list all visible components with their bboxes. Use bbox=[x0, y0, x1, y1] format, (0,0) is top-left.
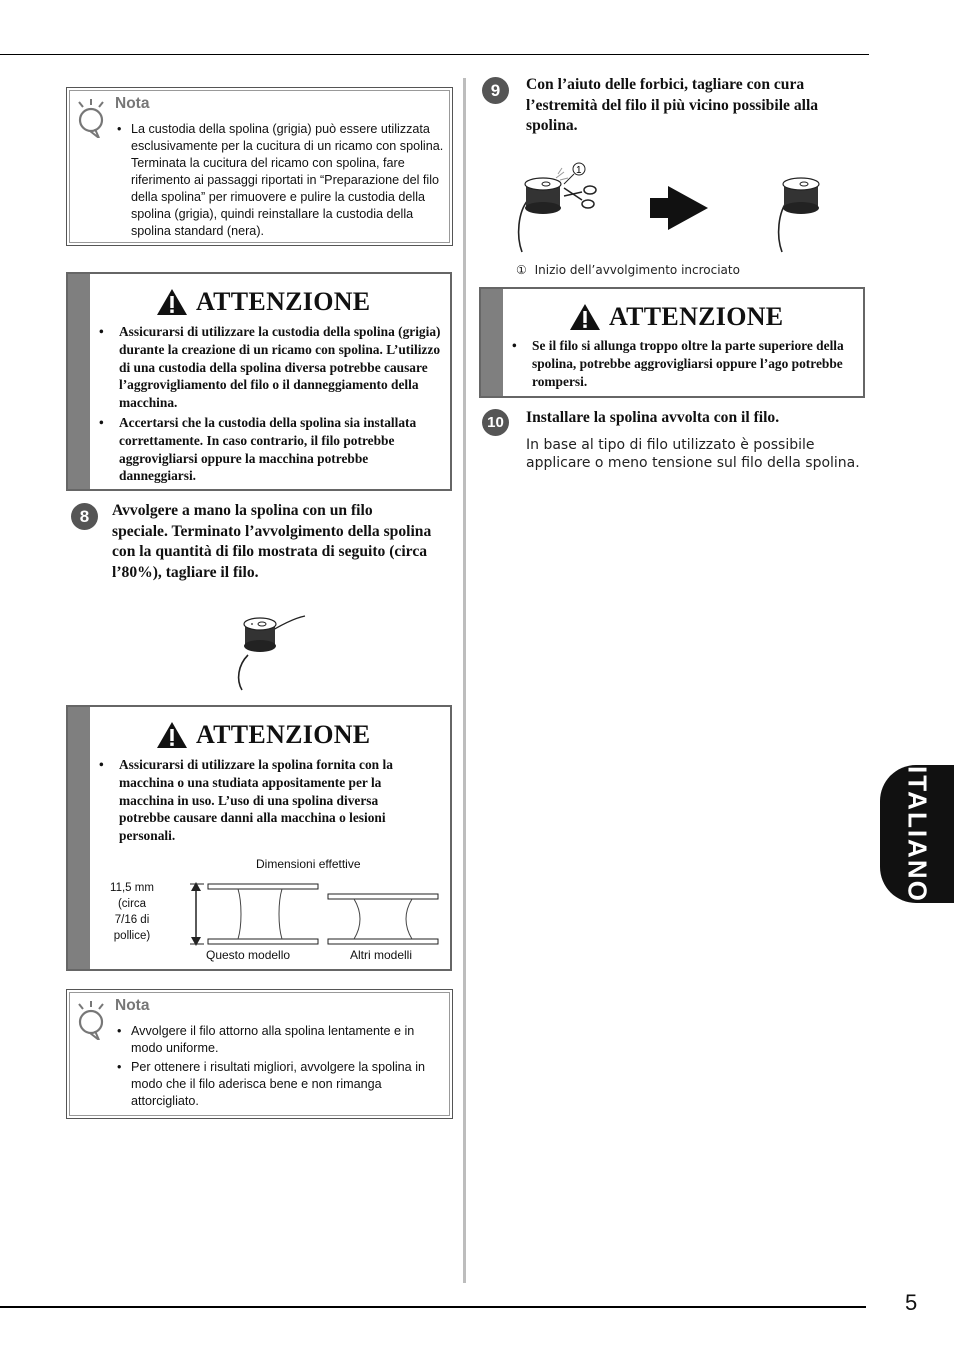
bobbin-dimension-diagram bbox=[176, 880, 441, 948]
warning-triangle-icon bbox=[156, 288, 188, 316]
step-number-9: 9 bbox=[482, 77, 509, 104]
attenzione-title bbox=[156, 287, 370, 317]
warning-bar bbox=[481, 289, 503, 396]
attenzione-title bbox=[569, 302, 783, 332]
page-number: 5 bbox=[905, 1290, 918, 1315]
diagram-heading: Dimensioni effettive bbox=[256, 857, 361, 871]
nota-item: • La custodia della spolina (grigia) può essere utilizzata esclusivamente per la cucitura di un ricamo con spolina. Terminata la cucitura del ricamo con spolina, fare riferimento ai passaggi riportati in “Preparazione del filo della spolina” per rimuovere e pulire la custodia della spolina (grigia), quindi reinstallare la custodia della spolina standard (nera). bbox=[115, 121, 446, 240]
attenzione-item: • Assicurarsi di utilizzare la custodia della spolina (grigia) durante la creazione di un ricamo con spolina. L’utilizzo di una custodia della spolina diversa potrebbe causare l’aggrovigliamento del filo o il danneggiamento della macchina. bbox=[97, 323, 447, 412]
attenzione-title-text: ATTENZIONE bbox=[196, 720, 371, 749]
attenzione-list bbox=[97, 756, 427, 845]
nota-item: • Avvolgere il filo attorno alla spolina lentamente e in modo uniforme. bbox=[115, 1023, 446, 1057]
attenzione-box-1 bbox=[66, 272, 452, 491]
lightbulb-icon bbox=[75, 1000, 109, 1040]
nota-box-2 bbox=[66, 989, 453, 1119]
measure-line: 7/16 di bbox=[114, 914, 150, 926]
warning-triangle-icon bbox=[569, 303, 601, 331]
attenzione-title-text: ATTENZIONE bbox=[609, 302, 784, 331]
top-rule bbox=[0, 54, 869, 55]
warning-bar bbox=[68, 274, 90, 489]
caption-text: Inizio dell’avvolgimento incrociato bbox=[534, 263, 740, 277]
nota-heading: Nota bbox=[115, 95, 150, 112]
attenzione-list bbox=[97, 323, 447, 485]
nota-list bbox=[115, 121, 446, 242]
step-9-text: Con l’aiuto delle forbici, tagliare con cura l’estremità del filo il più vicino possibile alla spolina. bbox=[526, 76, 819, 134]
step-number-10: 10 bbox=[482, 409, 509, 436]
measure-line: (circa bbox=[117, 898, 147, 910]
measure-line: pollice) bbox=[113, 930, 151, 942]
callout-number: 1 bbox=[576, 165, 582, 176]
language-tab-label: ITALIANO bbox=[902, 765, 933, 903]
attenzione-list bbox=[510, 337, 855, 390]
lightbulb-icon bbox=[75, 98, 109, 138]
label-other-models: Altri modelli bbox=[350, 948, 413, 962]
attenzione-box-3 bbox=[479, 287, 865, 398]
attenzione-item: • Se il filo si allunga troppo oltre la parte superiore della spolina, potrebbe aggrovigliarsi oppure l’ago potrebbe rompersi. bbox=[510, 337, 855, 390]
step-number-8: 8 bbox=[71, 503, 98, 530]
wound-bobbin-illustration bbox=[230, 610, 310, 692]
nota-box-1 bbox=[66, 87, 453, 246]
warning-triangle-icon bbox=[156, 721, 188, 749]
measure-label bbox=[102, 880, 162, 944]
attenzione-item: • Accertarsi che la custodia della spolina sia installata correttamente. In caso contrario, il filo potrebbe aggrovigliarsi oppure la macchina potrebbe danneggiarsi. bbox=[97, 414, 447, 485]
column-divider bbox=[463, 78, 466, 1283]
step-8-text: Avvolgere a mano la spolina con un filo speciale. Terminato l’avvolgimento della spolina con la quantità di filo mostrata di seguito (circa l’80%), tagliare il filo. bbox=[112, 502, 432, 581]
attenzione-box-2 bbox=[66, 705, 452, 971]
caption-number: ① bbox=[516, 263, 527, 277]
step-10-text: Installare la spolina avvolta con il filo. bbox=[526, 409, 780, 426]
figure-caption bbox=[516, 263, 740, 277]
attenzione-item: • Assicurarsi di utilizzare la spolina fornita con la macchina o una studiata appositamente per la macchina in uso. L’uso di una spolina diversa potrebbe causare danni alla macchina o lesioni personali. bbox=[97, 756, 427, 845]
attenzione-title bbox=[156, 720, 370, 750]
warning-bar bbox=[68, 707, 90, 969]
label-this-model: Questo modello bbox=[206, 948, 291, 962]
trimming-illustration bbox=[512, 158, 832, 258]
nota-heading: Nota bbox=[115, 997, 150, 1014]
nota-list bbox=[115, 1023, 446, 1112]
step-10-body: In base al tipo di filo utilizzato è possibile applicare o meno tensione sul filo della spolina. bbox=[526, 437, 860, 471]
nota-item: • Per ottenere i risultati migliori, avvolgere la spolina in modo che il filo aderisca bene e non rimanga attorcigliato. bbox=[115, 1059, 446, 1110]
attenzione-title-text: ATTENZIONE bbox=[196, 287, 371, 316]
bottom-rule bbox=[0, 1306, 866, 1308]
measure-line: 11,5 mm bbox=[110, 882, 154, 894]
